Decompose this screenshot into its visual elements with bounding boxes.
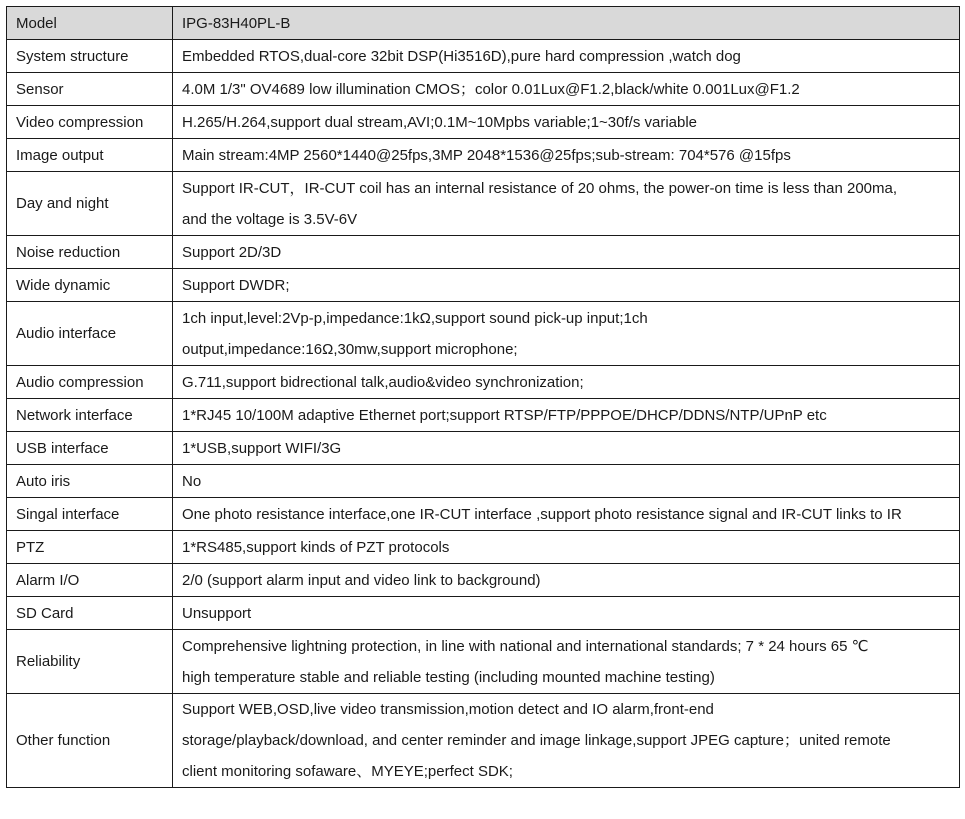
spec-label: USB interface (7, 432, 173, 465)
spec-value (173, 269, 960, 302)
spec-value (173, 694, 960, 788)
spec-value-line: Support IR-CUT，IR-CUT coil has an internal resistance of 20 ohms, the power-on time is less than 200ma, (182, 179, 898, 197)
page-clip (0, 805, 965, 819)
spec-label: Sensor (7, 73, 173, 106)
spec-value-line: client monitoring sofaware、MYEYE;perfect SDK; (182, 763, 513, 780)
spec-header-row (7, 7, 960, 40)
spec-row (7, 531, 960, 564)
spec-row (7, 465, 960, 498)
spec-value (173, 40, 960, 73)
spec-label: Wide dynamic (7, 269, 173, 302)
spec-table (6, 6, 960, 788)
spec-label: Audio compression (7, 366, 173, 399)
spec-row (7, 399, 960, 432)
spec-value-line: 4.0M 1/3" OV4689 low illumination CMOS；color 0.01Lux@F1.2,black/white 0.001Lux@F1.2 (182, 80, 800, 98)
spec-row (7, 40, 960, 73)
spec-value (173, 106, 960, 139)
spec-row (7, 106, 960, 139)
spec-label: Network interface (7, 399, 173, 432)
spec-label: Noise reduction (7, 236, 173, 269)
spec-value (173, 630, 960, 694)
spec-value-line: Main stream:4MP 2560*1440@25fps,3MP 2048*1536@25fps;sub-stream: 704*576 @15fps (182, 146, 791, 164)
spec-row (7, 498, 960, 531)
spec-table-body (7, 7, 960, 788)
spec-value-line: output,impedance:16Ω,30mw,support microphone; (182, 340, 518, 358)
spec-label: Auto iris (7, 465, 173, 498)
spec-value-line: 1ch input,level:2Vp-p,impedance:1kΩ,support sound pick-up input;1ch (182, 309, 648, 327)
spec-row (7, 269, 960, 302)
spec-label: Alarm I/O (7, 564, 173, 597)
spec-value (173, 531, 960, 564)
spec-value-line: G.711,support bidrectional talk,audio&video synchronization; (182, 373, 584, 391)
spec-value-line: Unsupport (182, 604, 252, 622)
spec-value-line: No (182, 472, 202, 490)
spec-value-line: 1*USB,support WIFI/3G (182, 439, 342, 457)
spec-row (7, 139, 960, 172)
spec-value-line: Comprehensive lightning protection, in line with national and international standards; 7 * 24 hours 65 ℃ (182, 637, 869, 655)
spec-value-line: H.265/H.264,support dual stream,AVI;0.1M~10Mpbs variable;1~30f/s variable (182, 113, 698, 131)
spec-value (173, 139, 960, 172)
spec-label: Day and night (7, 172, 173, 236)
spec-row (7, 302, 960, 366)
spec-label: Singal interface (7, 498, 173, 531)
spec-value (173, 172, 960, 236)
spec-value (173, 465, 960, 498)
spec-label: Reliability (7, 630, 173, 694)
spec-value (173, 498, 960, 531)
spec-label: Other function (7, 694, 173, 788)
spec-row (7, 236, 960, 269)
spec-row (7, 432, 960, 465)
spec-value (173, 597, 960, 630)
spec-label: PTZ (7, 531, 173, 564)
spec-row (7, 597, 960, 630)
spec-row (7, 564, 960, 597)
spec-value-line: and the voltage is 3.5V-6V (182, 210, 358, 228)
spec-value (173, 73, 960, 106)
spec-label: Model (7, 7, 173, 40)
spec-value-line: Support DWDR; (182, 276, 290, 294)
spec-row (7, 366, 960, 399)
spec-label: Audio interface (7, 302, 173, 366)
spec-label: Image output (7, 139, 173, 172)
spec-value-line: 1*RJ45 10/100M adaptive Ethernet port;support RTSP/FTP/PPPOE/DHCP/DDNS/NTP/UPnP etc (182, 406, 827, 424)
spec-value (173, 236, 960, 269)
spec-label: SD Card (7, 597, 173, 630)
spec-label: System structure (7, 40, 173, 73)
spec-value (173, 432, 960, 465)
spec-value-line: 2/0 (support alarm input and video link to background) (182, 571, 541, 589)
spec-row (7, 694, 960, 788)
spec-value (173, 302, 960, 366)
spec-value-line: Support WEB,OSD,live video transmission,motion detect and IO alarm,front-end (182, 701, 714, 718)
spec-value: IPG-83H40PL-B (173, 7, 960, 40)
spec-value (173, 399, 960, 432)
spec-value (173, 564, 960, 597)
spec-value-line: Embedded RTOS,dual-core 32bit DSP(Hi3516D),pure hard compression ,watch dog (182, 47, 741, 65)
spec-row (7, 73, 960, 106)
spec-value-line: One photo resistance interface,one IR-CUT interface ,support photo resistance signal and IR-CUT links to IR (182, 505, 902, 523)
spec-value (173, 366, 960, 399)
spec-value-line: 1*RS485,support kinds of PZT protocols (182, 538, 450, 556)
spec-row (7, 172, 960, 236)
spec-value-line: storage/playback/download, and center reminder and image linkage,support JPEG capture；united remote (182, 732, 891, 749)
spec-value-line: high temperature stable and reliable testing (including mounted machine testing) (182, 668, 715, 686)
spec-value-line: Support 2D/3D (182, 243, 282, 261)
spec-label: Video compression (7, 106, 173, 139)
spec-row (7, 630, 960, 694)
